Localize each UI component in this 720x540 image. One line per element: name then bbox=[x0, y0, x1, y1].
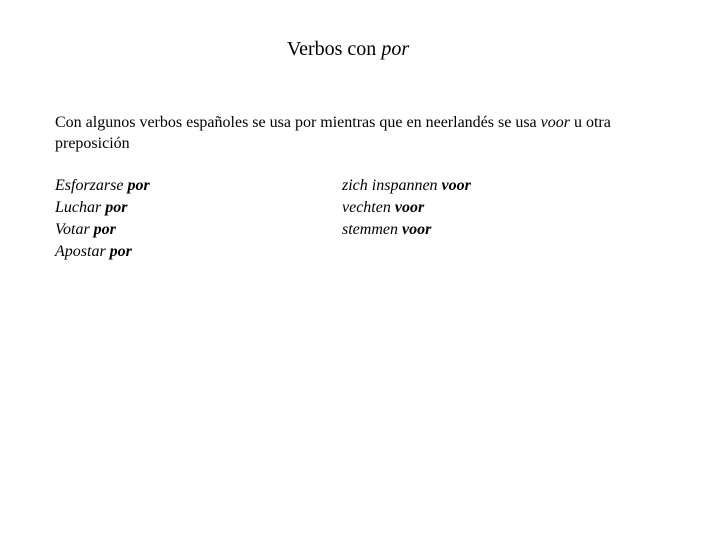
spanish-preposition: por bbox=[127, 177, 150, 194]
title-prefix: Verbos con bbox=[286, 38, 382, 60]
dutch-preposition: voor bbox=[441, 177, 471, 194]
spanish-preposition: por bbox=[93, 221, 116, 238]
spanish-verb: Esforzarse bbox=[55, 177, 124, 194]
spanish-verb: Votar bbox=[55, 221, 90, 238]
intro-text-after: u otra preposición bbox=[55, 114, 611, 152]
dutch-verb-row bbox=[342, 219, 471, 241]
spanish-verb-list bbox=[55, 175, 150, 263]
spanish-verb: Luchar bbox=[55, 199, 102, 216]
dutch-verb-list bbox=[342, 175, 471, 241]
dutch-verb: zich inspannen bbox=[342, 177, 438, 194]
spanish-verb-row bbox=[55, 219, 150, 241]
spanish-verb-row bbox=[55, 175, 150, 197]
spanish-preposition: por bbox=[105, 199, 128, 216]
dutch-preposition: voor bbox=[394, 199, 425, 216]
spanish-verb: Apostar bbox=[55, 243, 106, 260]
intro-text-before: Con algunos verbos españoles se usa por mientras que en neerlandés se usa bbox=[55, 114, 541, 131]
spanish-verb-row bbox=[55, 241, 150, 263]
dutch-verb-row bbox=[342, 175, 471, 197]
title-emphasis: por bbox=[381, 38, 410, 60]
dutch-verb-row bbox=[342, 197, 471, 219]
dutch-verb: stemmen bbox=[342, 221, 398, 238]
dutch-verb: vechten bbox=[342, 199, 391, 216]
spanish-verb-row bbox=[55, 197, 150, 219]
intro-paragraph bbox=[55, 112, 655, 154]
page-title bbox=[0, 36, 696, 62]
intro-emphasis: voor bbox=[540, 114, 570, 131]
dutch-preposition: voor bbox=[401, 221, 432, 238]
spanish-preposition: por bbox=[109, 243, 132, 260]
